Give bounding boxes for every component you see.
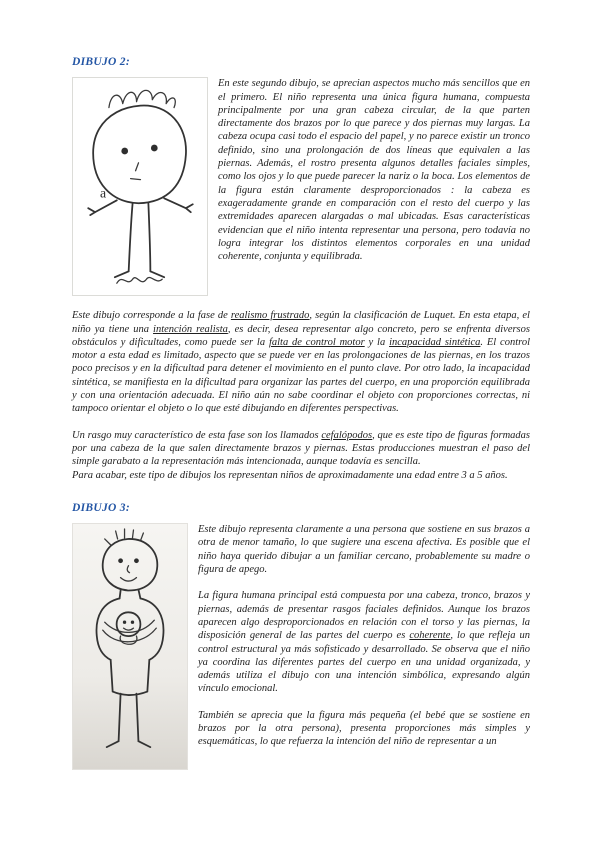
drawing3-baby-right-eye [131, 621, 134, 624]
dibujo3-row [72, 523, 530, 770]
drawing3-torso [111, 660, 150, 695]
dibujo2-paragraph-4: Para acabar, este tipo de dibujos los representan niños de aproximadamente una edad entre 3 a 5 años. [72, 469, 508, 481]
section-dibujo3 [72, 502, 530, 770]
drawing3-baby-left-eye [123, 621, 126, 624]
drawing2-head [93, 106, 186, 204]
drawing3-baby-body [120, 636, 137, 644]
dibujo2-paragraph-2: Este dibujo corresponde a la fase de realismo frustrado, según la clasificación de Luquet. En esta etapa, el niño ya tiene una intención realista, es decir, desea representar algo concreto, pero se enfrenta diversos obstáculos y dificultades, como puede ser la falta de control motor y la incapacidad sintética. El control motor a esta edad es limitado, aspecto que se puede ver en las prolongaciones de las piernas, en los trazos poco precisos y en la dificultad para detener el movimiento en el punto clave. Por otro lado, la incapacidad sintética, se manifiesta en la dificultad para organizar las partes del cuerpo, en una proporción equilibrada y con una orientación adecuada. El niño aún no sabe coordinar el objeto con proporciones correctas, ni tampoco orientar el objeto o lo que esté dibujando en diferentes perspectivas. [72, 310, 530, 415]
dibujo3-text-column [198, 523, 530, 748]
heading-dibujo3: DIBUJO 3: [72, 501, 130, 514]
drawing2-mouth [131, 179, 141, 180]
drawing2-right-eye [151, 145, 158, 152]
drawing2-nose [136, 163, 139, 171]
drawing3-nose [127, 566, 129, 573]
child-drawing-3-svg [73, 524, 187, 769]
drawing3-legs [119, 694, 139, 742]
drawing3-head [103, 539, 158, 591]
drawing3-left-eye [118, 559, 123, 564]
child-drawing-3-image [72, 523, 188, 770]
drawing2-right-arm [164, 199, 193, 213]
dibujo2-paragraph-3: Un rasgo muy característico de esta fase son los llamados cefalópodos, que es este tipo de figuras formadas por una cabeza de la que salen directamente brazos y piernas. Estas producciones muestran el paso del simple garabato a la representación más intencionada, aunque todavía es sencilla. [72, 429, 531, 468]
dibujo2-paragraph-1: En este segundo dibujo, se aprecian aspectos mucho más sencillos que en el primero. El niño representa una única figura humana, compuesta principalmente por una gran cabeza circular, de la que parten directamente dos brazos por lo que parece y dos piernas muy largas. La cabeza ocupa casi todo el espacio del papel, y no parece existir un tronco definido, sino una prolongación de dos líneas que equivalen a las piernas. Además, el rostro presenta algunos detalles faciales simples, como los ojos y lo que puede parecer la nariz o la boca. Los elementos de la figura están claramente desproporcionados : la cabeza es exageradamente grande en comparación con el resto del cuerpo y las extremidades aparecen alargadas o mal ubicadas. Esas características evidencian que el niño intenta representar una persona, pero todavía no logra integrar los distintos elementos corporales en una unidad coherente, conjunta y equilibrada. [218, 78, 530, 263]
drawing2-left-eye [121, 148, 128, 155]
drawing2-letter-a: a [100, 185, 107, 201]
drawing3-arms-outer [96, 599, 163, 660]
drawing3-right-eye [134, 559, 139, 564]
section-dibujo2 [72, 56, 530, 482]
drawing3-arms-holding [103, 620, 157, 642]
child-drawing-2-svg [73, 78, 207, 295]
drawing2-feet [115, 272, 164, 278]
dibujo3-paragraph-1: Este dibujo representa claramente a una persona que sostiene en sus brazos a otra de menor tamaño, lo que sugiere una escena afectiva. Es posible que el niño haya querido dibujar a un familiar cercano, probablemente su madre o figura de apego. [198, 524, 530, 576]
drawing3-hair [105, 529, 144, 545]
drawing3-baby-mouth [124, 628, 134, 630]
drawing2-left-arm [88, 201, 117, 216]
drawing2-signature-scribble [117, 278, 162, 284]
dibujo3-paragraph-3: También se aprecia que la figura más pequeña (el bebé que se sostiene en brazos por la otra persona), presenta proporciones más simples y esquemáticas, lo que refuerza la intención del niño de representar a un [198, 709, 530, 748]
dibujo2-text-column [218, 77, 530, 263]
drawing3-feet [107, 741, 151, 747]
drawing2-legs [129, 204, 151, 272]
dibujo3-paragraph-2: La figura humana principal está compuesta por una cabeza, tronco, brazos y piernas, además de presentar rasgos faciales definidos. Aunque los brazos aparecen algo desproporcionados en relación con el torso y las piernas, la disposición general de las partes del cuerpo es coherente, lo que refleja un control estructural ya más sofisticado y desarrollado. Se observa que el niño ya coordina las diferentes partes del cuerpo en una unidad organizada, y además utiliza el dibujo con una intención simbólica, expresando algún vínculo emocional. [198, 590, 530, 695]
child-drawing-2-image [72, 77, 208, 296]
heading-dibujo2: DIBUJO 2: [72, 56, 130, 68]
dibujo2-row [72, 77, 530, 296]
drawing3-mouth [121, 578, 137, 581]
